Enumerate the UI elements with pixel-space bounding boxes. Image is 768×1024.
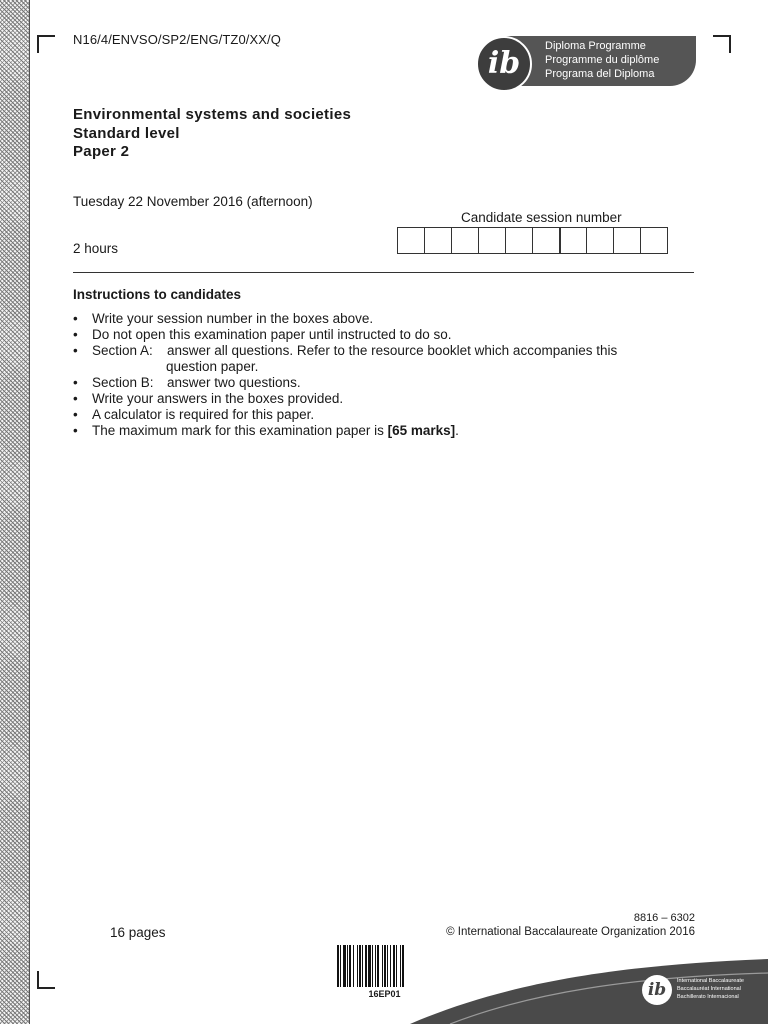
level-title: Standard level — [73, 124, 180, 142]
instruction-continuation: question paper. — [166, 359, 259, 374]
instruction-item — [73, 343, 673, 375]
instruction-text-end: . — [455, 423, 459, 438]
instruction-text: The maximum mark for this examination paper is — [92, 423, 388, 438]
ib-emblem-icon: ib — [476, 36, 532, 92]
bullet: • — [73, 423, 78, 438]
session-digit-box[interactable] — [640, 227, 668, 254]
bullet: • — [73, 311, 78, 326]
document-code: N16/4/ENVSO/SP2/ENG/TZ0/XX/Q — [73, 32, 281, 47]
session-digit-box[interactable] — [505, 227, 533, 254]
instructions-heading: Instructions to candidates — [73, 287, 242, 302]
instruction-text: answer all questions. Refer to the resource booklet which accompanies this — [167, 343, 618, 358]
section-a-label: Section A: — [92, 343, 153, 358]
footer-logo-line-spanish: Bachillerato Internacional — [677, 994, 739, 1000]
footer-logo-text — [677, 977, 744, 1001]
bullet: • — [73, 343, 78, 358]
session-digit-box[interactable] — [424, 227, 452, 254]
copyright-notice: © International Baccalaureate Organization 2016 — [446, 926, 695, 938]
crop-mark-bottom-left — [37, 971, 55, 989]
max-marks: [65 marks] — [387, 423, 456, 438]
instruction-text: Write your answers in the boxes provided. — [92, 391, 344, 406]
instruction-text: Do not open this examination paper until instructed to do so. — [92, 327, 452, 342]
page-count: 16 pages — [110, 925, 166, 940]
logo-line-english: Diploma Programme — [545, 40, 646, 52]
binding-margin-pattern — [0, 0, 30, 1024]
session-digit-box[interactable] — [478, 227, 506, 254]
session-digit-box[interactable] — [586, 227, 614, 254]
bullet: • — [73, 407, 78, 422]
candidate-session-number-boxes — [397, 227, 668, 254]
section-b-label: Section B: — [92, 375, 154, 390]
logo-text — [545, 39, 659, 81]
instruction-text: Write your session number in the boxes above. — [92, 311, 374, 326]
session-digit-box[interactable] — [451, 227, 479, 254]
ib-emblem-icon: ib — [642, 975, 672, 1005]
bullet: • — [73, 327, 78, 342]
bullet: • — [73, 375, 78, 390]
exam-date: Tuesday 22 November 2016 (afternoon) — [73, 194, 313, 209]
instruction-item — [73, 391, 673, 407]
logo-line-spanish: Programa del Diploma — [545, 68, 655, 80]
instructions-list — [73, 311, 673, 439]
instruction-item — [73, 375, 673, 391]
instruction-text: answer two questions. — [167, 375, 301, 390]
session-digit-box[interactable] — [397, 227, 425, 254]
paper-reference-code: 8816 – 6302 — [633, 912, 695, 924]
instruction-item — [73, 327, 673, 343]
candidate-session-label: Candidate session number — [461, 210, 622, 225]
instruction-item — [73, 407, 673, 423]
instruction-item — [73, 311, 673, 327]
instruction-item — [73, 423, 673, 439]
session-digit-box[interactable] — [532, 227, 560, 254]
header-divider — [73, 272, 694, 273]
crop-mark-top-right — [713, 35, 731, 53]
subject-title: Environmental systems and societies — [73, 106, 352, 123]
exam-duration: 2 hours — [73, 241, 119, 256]
instruction-text: A calculator is required for this paper. — [92, 407, 315, 422]
crop-mark-top-left — [37, 35, 55, 53]
ib-diploma-programme-logo — [476, 36, 696, 92]
footer-logo-line-french: Baccalauréat International — [677, 986, 741, 992]
exam-title-block — [73, 106, 351, 162]
footer-logo-line-english: International Baccalaureate — [677, 978, 744, 984]
ib-organization-logo — [642, 974, 766, 1008]
barcode-label: 16EP01 — [368, 989, 401, 999]
logo-line-french: Programme du diplôme — [545, 54, 660, 66]
paper-title: Paper 2 — [73, 143, 130, 160]
session-digit-box[interactable] — [613, 227, 641, 254]
session-digit-box[interactable] — [559, 227, 587, 254]
bullet: • — [73, 391, 78, 406]
